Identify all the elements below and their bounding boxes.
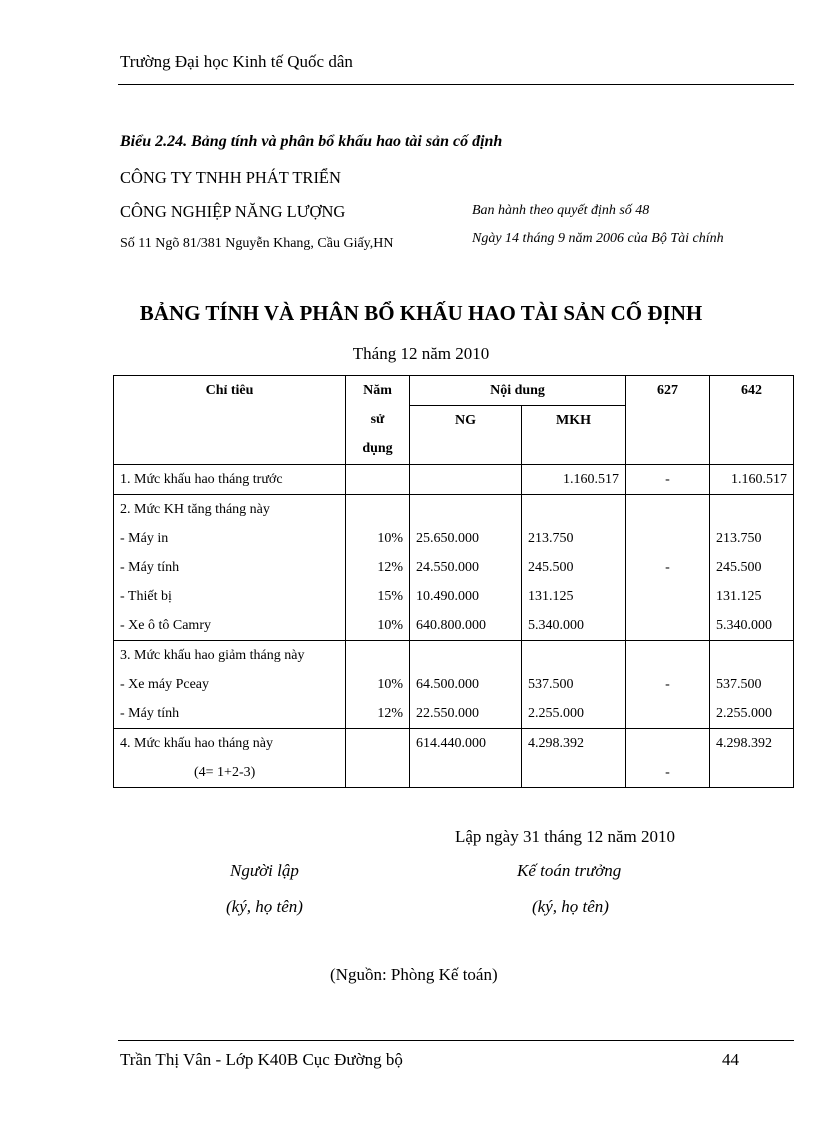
row4-642: 4.298.392 (710, 729, 794, 788)
row3-mkh: 537.500 2.255.000 (522, 641, 626, 729)
header-mkh: MKH (522, 406, 626, 465)
chief-accountant-title: Kế toán trưởng (517, 861, 622, 880)
header-nam-line1: Năm (363, 383, 392, 398)
decision-line2: Ngày 14 tháng 9 năm 2006 của Bộ Tài chính (472, 231, 724, 246)
place-date: Lập ngày 31 tháng 12 năm 2010 (455, 827, 676, 846)
header-chi-tieu: Chỉ tiêu (114, 376, 346, 465)
table-row (114, 729, 794, 788)
header-ng: NG (410, 406, 522, 465)
row3-labels: 3. Mức khấu hao giảm tháng này - Xe máy Pceay - Máy tính (114, 641, 346, 729)
page-number: 44 (722, 1050, 739, 1069)
table-header-row (114, 376, 794, 406)
table-row (114, 465, 794, 495)
row3-627: - (626, 641, 710, 729)
row2-ng: 25.650.000 24.550.000 10.490.000 640.800.000 (410, 495, 522, 641)
row2-627: - (626, 495, 710, 641)
row4-labels: 4. Mức khấu hao tháng này (4= 1+2-3) (114, 729, 346, 788)
row3-rates: 10% 12% (346, 641, 410, 729)
company-name-line2: CÔNG NGHIỆP NĂNG LƯỢNG (120, 202, 346, 221)
row3-ng: 64.500.000 22.550.000 (410, 641, 522, 729)
header-nam-line3: dụng (362, 441, 393, 456)
footer-rule (118, 1040, 794, 1041)
source-note: (Nguồn: Phòng Kế toán) (330, 965, 498, 984)
decision-line1: Ban hành theo quyết định số 48 (472, 203, 650, 218)
table-row (114, 641, 794, 729)
header-noi-dung: Nội dung (410, 376, 626, 406)
preparer-sign-note: (ký, họ tên) (226, 897, 303, 916)
preparer-title: Người lập (230, 861, 299, 880)
company-address: Số 11 Ngõ 81/381 Nguyễn Khang, Cầu Giấy,HN (120, 236, 394, 251)
row3-642: 537.500 2.255.000 (710, 641, 794, 729)
row4-ng: 614.440.000 (410, 729, 522, 788)
row1-label: 1. Mức khấu hao tháng trước (114, 465, 346, 495)
company-name-line1: CÔNG TY TNHH PHÁT TRIỂN (120, 168, 341, 187)
header-nam-line2: sử (370, 412, 385, 427)
document-title: BẢNG TÍNH VÀ PHÂN BỔ KHẤU HAO TÀI SẢN CỐ ĐỊNH (139, 301, 703, 325)
row1-mkh: 1.160.517 (522, 465, 626, 495)
footer-author: Trần Thị Vân - Lớp K40B Cục Đường bộ (120, 1050, 403, 1069)
row1-627: - (626, 465, 710, 495)
header-627: 627 (626, 376, 710, 465)
table-row (114, 495, 794, 641)
row2-labels: 2. Mức KH tăng tháng này - Máy in - Máy tính - Thiết bị - Xe ô tô Camry (114, 495, 346, 641)
table-caption: Biểu 2.24. Bảng tính và phân bổ khấu hao tài sản cố định (120, 133, 503, 150)
running-header: Trường Đại học Kinh tế Quốc dân (120, 52, 353, 71)
header-nam-su-dung (346, 376, 410, 465)
row1-642: 1.160.517 (710, 465, 794, 495)
header-rule (118, 84, 794, 85)
depreciation-table (113, 375, 794, 788)
header-642: 642 (710, 376, 794, 465)
period-label: Tháng 12 năm 2010 (352, 344, 490, 363)
row4-mkh: 4.298.392 (522, 729, 626, 788)
row2-rates: 10% 12% 15% 10% (346, 495, 410, 641)
row4-627: - (626, 729, 710, 788)
chief-accountant-sign-note: (ký, họ tên) (532, 897, 609, 916)
row2-mkh: 213.750 245.500 131.125 5.340.000 (522, 495, 626, 641)
row2-642: 213.750 245.500 131.125 5.340.000 (710, 495, 794, 641)
